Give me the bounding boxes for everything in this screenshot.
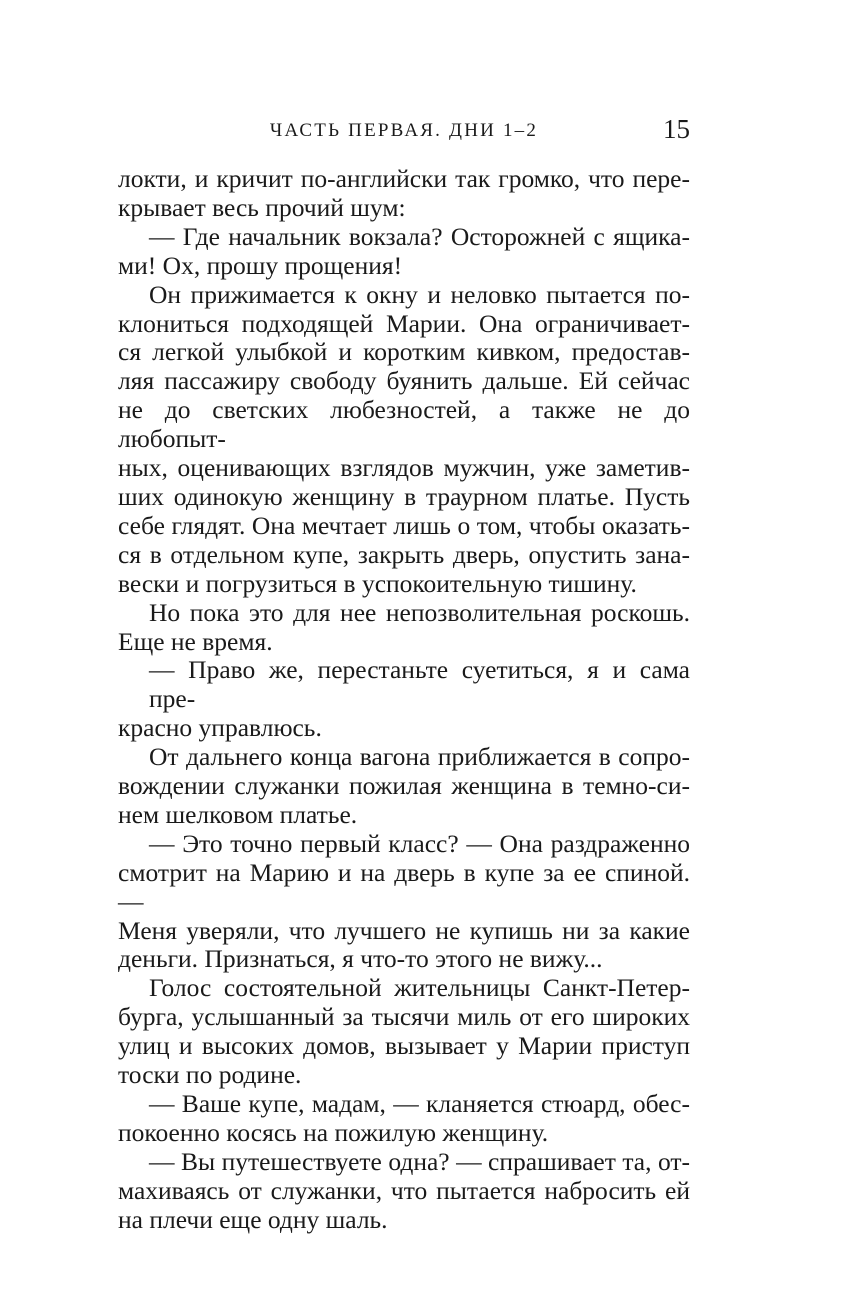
chapter-title: ЧАСТЬ ПЕРВАЯ. ДНИ 1–2 bbox=[269, 120, 539, 141]
running-head bbox=[118, 114, 690, 148]
text-line: — Где начальник вокзала? Осторожней с ящика- bbox=[149, 221, 690, 251]
text-line: вождении служанки пожилая женщина в темно-си- bbox=[118, 771, 690, 801]
text-line: От дальнего конца вагона приближается в сопро- bbox=[149, 742, 690, 772]
text-line: покоенно косясь на пожилую женщину. bbox=[118, 1117, 549, 1147]
text-line: тоски по родине. bbox=[118, 1060, 302, 1090]
text-line: смотрит на Марию и на дверь в купе за ее спиной. — bbox=[118, 857, 690, 916]
text-line: красно управлюсь. bbox=[118, 713, 322, 743]
text-line: ных, оценивающих взглядов мужчин, уже заметив- bbox=[118, 453, 690, 483]
body-text bbox=[118, 165, 690, 1235]
text-line: Но пока это для нее непозволительная роскошь. bbox=[149, 597, 690, 627]
text-line: ляя пассажиру свободу буянить дальше. Ей сейчас bbox=[118, 366, 690, 396]
text-line: ми! Ох, прошу прощения! bbox=[118, 250, 403, 280]
text-line: не до светских любезностей, а также не до любопыт- bbox=[118, 395, 690, 454]
text-line: Меня уверяли, что лучшего не купишь ни за какие bbox=[118, 915, 690, 945]
text-line: — Это точно первый класс? — Она раздраженно bbox=[149, 828, 690, 858]
text-line: клониться подходящей Марии. Она ограничивает- bbox=[118, 308, 690, 338]
text-line: — Право же, перестаньте суетиться, я и сама пре- bbox=[149, 655, 690, 714]
text-line: бурга, услышанный за тысячи миль от его широких bbox=[118, 1002, 690, 1032]
text-line: Еще не время. bbox=[118, 626, 273, 656]
text-line: ших одинокую женщину в траурном платье. Пусть bbox=[118, 481, 690, 511]
text-line: — Вы путешествуете одна? — спрашивает та, от- bbox=[149, 1146, 690, 1176]
text-line: себе глядят. Она мечтает лишь о том, чтобы оказать- bbox=[118, 510, 690, 540]
text-line: локти, и кричит по-английски так громко, что пере- bbox=[118, 164, 690, 193]
text-line: ся легкой улыбкой и коротким кивком, предостав- bbox=[118, 337, 690, 367]
text-line: — Ваше купе, мадам, — кланяется стюард, обес- bbox=[149, 1089, 690, 1118]
text-line: Голос состоятельной жительницы Санкт-Петер- bbox=[149, 973, 690, 1003]
text-line: ся в отдельном купе, закрыть дверь, опустить зана- bbox=[118, 539, 690, 569]
text-line: нем шелковом платье. bbox=[118, 799, 358, 829]
page-number: 15 bbox=[663, 114, 690, 144]
text-line: деньги. Признаться, я что-то этого не вижу... bbox=[118, 944, 603, 974]
text-line: улиц и высоких домов, вызывает у Марии приступ bbox=[118, 1031, 690, 1061]
text-line: махиваясь от служанки, что пытается набросить ей bbox=[118, 1175, 690, 1205]
text-line: крывает весь прочий шум: bbox=[118, 192, 406, 222]
text-line: вески и погрузиться в успокоительную тишину. bbox=[118, 568, 637, 598]
text-line: на плечи еще одну шаль. bbox=[118, 1204, 388, 1234]
text-line: Он прижимается к окну и неловко пытается по- bbox=[149, 279, 690, 309]
